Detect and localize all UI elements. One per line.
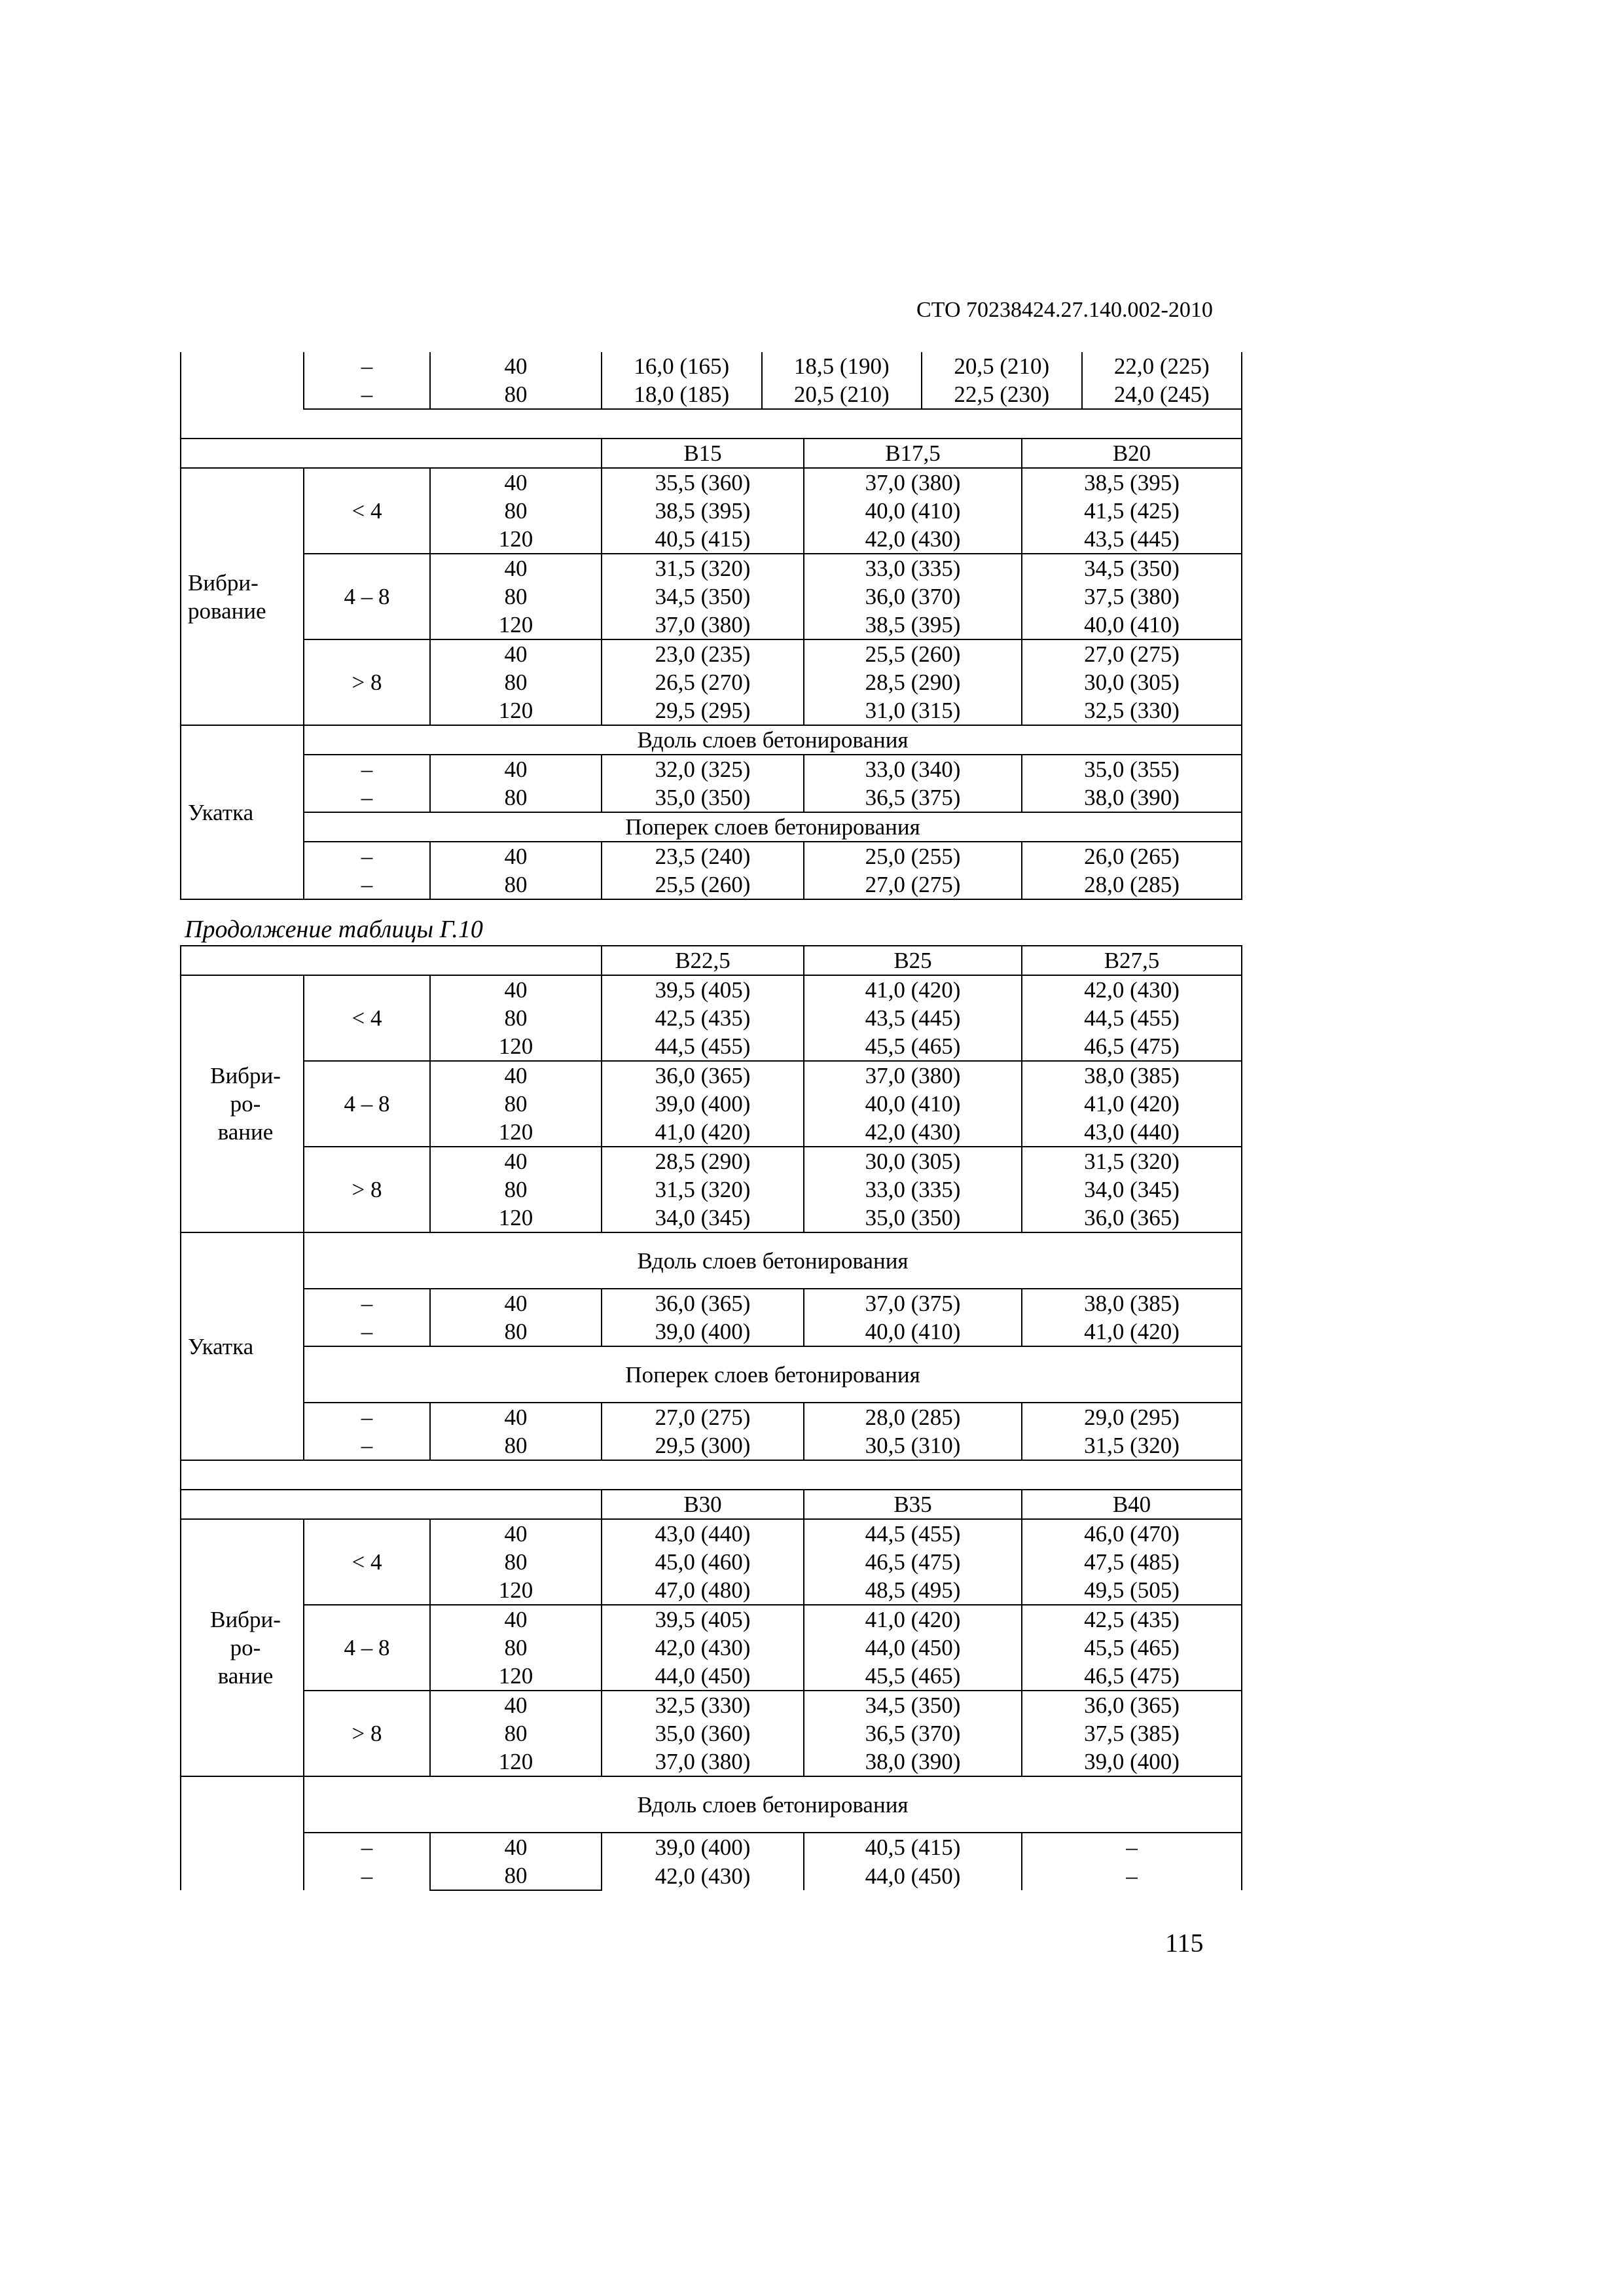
thickness-cell: 40 xyxy=(430,1519,602,1548)
dash-cell: – xyxy=(304,870,430,899)
thickness-cell: 120 xyxy=(430,1204,602,1232)
value-cell: 37,0 (380) xyxy=(602,1748,804,1776)
value-cell: – xyxy=(1022,1833,1242,1861)
table-row xyxy=(181,870,1242,899)
value-cell: 46,5 (475) xyxy=(1022,1032,1242,1061)
value-cell: 37,0 (375) xyxy=(804,1289,1022,1318)
value-cell: 24,0 (245) xyxy=(1081,380,1242,408)
value-cell: 39,5 (405) xyxy=(602,975,804,1004)
value-cell: 44,0 (450) xyxy=(602,1662,804,1691)
value-cell: 44,5 (455) xyxy=(804,1519,1022,1548)
value-cell: 34,0 (345) xyxy=(602,1204,804,1232)
table-row xyxy=(181,639,1242,668)
separator-row xyxy=(181,1460,1242,1490)
thickness-cell: 120 xyxy=(430,525,602,554)
value-cell: 44,0 (450) xyxy=(804,1861,1022,1890)
class-header: B40 xyxy=(1022,1490,1242,1519)
class-header-row xyxy=(181,1490,1242,1519)
thickness-cell: 80 xyxy=(430,1548,602,1576)
value-cell: 28,0 (285) xyxy=(804,1403,1022,1431)
value-cell: 29,5 (300) xyxy=(602,1431,804,1460)
dash-cell: – xyxy=(304,1289,430,1318)
table-row xyxy=(181,1776,1242,1833)
class-header-row xyxy=(181,439,1242,468)
value-cell: 38,0 (385) xyxy=(1022,1061,1242,1090)
value-cell: 45,0 (460) xyxy=(602,1548,804,1576)
thickness-cell: 40 xyxy=(430,842,602,870)
value-cell: 31,5 (320) xyxy=(602,1175,804,1204)
thickness-cell: 120 xyxy=(430,1576,602,1605)
table-row xyxy=(181,1833,1242,1861)
vibration-range: < 4 xyxy=(304,975,430,1061)
value-cell: 39,0 (400) xyxy=(602,1090,804,1118)
value-cell: 27,0 (275) xyxy=(602,1403,804,1431)
value-cell: 37,5 (385) xyxy=(1022,1719,1242,1748)
thickness-cell: 40 xyxy=(430,975,602,1004)
value-cell: 45,5 (465) xyxy=(804,1032,1022,1061)
vibration-range: 4 – 8 xyxy=(304,1605,430,1691)
across-layers-heading: Поперек слоев бетонирования xyxy=(304,1346,1242,1403)
value-cell: 36,0 (365) xyxy=(602,1289,804,1318)
table-row xyxy=(181,812,1242,842)
value-cell: 42,0 (430) xyxy=(602,1634,804,1662)
vibration-range: 4 – 8 xyxy=(304,554,430,639)
value-cell: 27,0 (275) xyxy=(804,870,1022,899)
value-cell: 35,0 (350) xyxy=(804,1204,1022,1232)
class-header: B22,5 xyxy=(602,946,804,975)
rolling-label: Укатка xyxy=(181,725,304,899)
value-cell: 40,0 (410) xyxy=(1022,611,1242,639)
thickness-cell: 80 xyxy=(430,1719,602,1748)
page-number: 115 xyxy=(1165,1928,1204,1958)
table-row xyxy=(181,842,1242,870)
value-cell: 31,5 (320) xyxy=(602,554,804,583)
value-cell: 16,0 (165) xyxy=(634,353,730,379)
vibration-range: 4 – 8 xyxy=(304,1061,430,1147)
value-cell: 30,5 (310) xyxy=(804,1431,1022,1460)
along-layers-heading: Вдоль слоев бетонирования xyxy=(304,725,1242,755)
class-header-row xyxy=(181,946,1242,975)
value-cell: 26,5 (270) xyxy=(602,668,804,696)
table-row xyxy=(181,975,1242,1004)
value-cell: 28,5 (290) xyxy=(602,1147,804,1175)
across-layers-heading: Поперек слоев бетонирования xyxy=(304,812,1242,842)
value-cell: 44,5 (455) xyxy=(602,1032,804,1061)
value-cell: 39,5 (405) xyxy=(602,1605,804,1634)
value-cell: 35,0 (360) xyxy=(602,1719,804,1748)
vibration-range: > 8 xyxy=(304,1691,430,1776)
value-cell: 44,5 (455) xyxy=(1022,1004,1242,1032)
value-cell: 35,0 (355) xyxy=(1022,755,1242,783)
value-cell: 38,5 (395) xyxy=(1022,468,1242,497)
thickness-cell: 80 xyxy=(430,583,602,611)
thickness-cell: 80 xyxy=(430,1004,602,1032)
value-cell: 42,5 (435) xyxy=(602,1004,804,1032)
value-cell: 36,5 (375) xyxy=(804,783,1022,812)
thickness-cell: 40 xyxy=(430,1691,602,1719)
dash-cell: – xyxy=(304,1861,430,1890)
thickness-cell: 40 xyxy=(430,1061,602,1090)
value-cell: 34,5 (350) xyxy=(1022,554,1242,583)
value-cell: 22,5 (230) xyxy=(921,380,1081,408)
thickness-cell: 80 xyxy=(430,380,602,409)
vibration-label: Вибри- рование xyxy=(181,468,304,725)
value-cell: 43,5 (445) xyxy=(1022,525,1242,554)
value-cell: 39,0 (400) xyxy=(1022,1748,1242,1776)
value-cell: 18,5 (190) xyxy=(761,352,922,380)
dash-cell: – xyxy=(304,1833,430,1861)
document-code: СТО 70238424.27.140.002-2010 xyxy=(916,298,1213,322)
thickness-cell: 120 xyxy=(430,1662,602,1691)
value-cell: 36,0 (365) xyxy=(1022,1204,1242,1232)
thickness-cell: 40 xyxy=(430,554,602,583)
value-cell: 33,0 (335) xyxy=(804,554,1022,583)
thickness-cell: 40 xyxy=(430,755,602,783)
value-cell: 29,0 (295) xyxy=(1022,1403,1242,1431)
value-cell: 25,0 (255) xyxy=(804,842,1022,870)
dash-cell: – xyxy=(304,783,430,812)
class-header: B27,5 xyxy=(1022,946,1242,975)
strength-table-part-2 xyxy=(180,945,1242,1891)
value-cell: 23,5 (240) xyxy=(602,842,804,870)
value-cell: 32,5 (330) xyxy=(602,1691,804,1719)
strength-table-part-1 xyxy=(180,352,1242,900)
dash-cell: – xyxy=(304,755,430,783)
value-cell: 36,5 (370) xyxy=(804,1719,1022,1748)
value-cell: 38,0 (385) xyxy=(1022,1289,1242,1318)
table-row xyxy=(181,1147,1242,1175)
table-row xyxy=(181,1691,1242,1719)
thickness-cell: 120 xyxy=(430,1032,602,1061)
along-layers-heading: Вдоль слоев бетонирования xyxy=(304,1776,1242,1833)
value-cell: 31,0 (315) xyxy=(804,696,1022,725)
dash-cell: – xyxy=(304,1318,430,1346)
value-cell: 41,0 (420) xyxy=(1022,1318,1242,1346)
thickness-cell: 120 xyxy=(430,611,602,639)
thickness-cell: 80 xyxy=(430,1431,602,1460)
table-row xyxy=(181,1605,1242,1634)
table-row xyxy=(181,1431,1242,1460)
class-header: B20 xyxy=(1022,439,1242,468)
value-cell: 40,5 (415) xyxy=(804,1833,1022,1861)
separator-row xyxy=(181,409,1242,439)
value-cell: 31,5 (320) xyxy=(1022,1147,1242,1175)
table-row xyxy=(181,1289,1242,1318)
table-row xyxy=(181,380,1242,409)
thickness-cell: 40 xyxy=(430,1147,602,1175)
value-cell: 46,5 (475) xyxy=(804,1548,1022,1576)
value-cell: 44,0 (450) xyxy=(804,1634,1022,1662)
thickness-cell: 120 xyxy=(430,1118,602,1147)
dash-cell: – xyxy=(304,842,430,870)
value-cell: 41,0 (420) xyxy=(804,1605,1022,1634)
thickness-cell: 80 xyxy=(430,497,602,525)
value-cell: 42,0 (430) xyxy=(1022,975,1242,1004)
class-header: B17,5 xyxy=(804,439,1022,468)
class-header: B25 xyxy=(804,946,1022,975)
value-cell: 41,0 (420) xyxy=(1022,1090,1242,1118)
value-cell: 40,0 (410) xyxy=(804,1318,1022,1346)
table-row xyxy=(181,1061,1242,1090)
value-cell: 43,0 (440) xyxy=(1022,1118,1242,1147)
table-row xyxy=(181,1346,1242,1403)
value-cell: 20,5 (210) xyxy=(761,380,922,408)
table-row xyxy=(181,755,1242,783)
value-cell: 38,0 (390) xyxy=(1022,783,1242,812)
thickness-cell: 40 xyxy=(430,1403,602,1431)
value-cell: 18,0 (185) xyxy=(634,382,730,407)
table-continuation-caption: Продолжение таблицы Г.10 xyxy=(185,916,483,943)
value-cell: 36,0 (370) xyxy=(804,583,1022,611)
value-cell: 30,0 (305) xyxy=(804,1147,1022,1175)
thickness-cell: 40 xyxy=(430,639,602,668)
value-cell: 39,0 (400) xyxy=(602,1833,804,1861)
value-cell: 42,0 (430) xyxy=(602,1861,804,1890)
dash-cell: – xyxy=(304,1431,430,1460)
value-cell: 36,0 (365) xyxy=(602,1061,804,1090)
thickness-cell: 40 xyxy=(430,1605,602,1634)
value-cell: 34,5 (350) xyxy=(804,1691,1022,1719)
table-row xyxy=(181,725,1242,755)
thickness-cell: 80 xyxy=(430,1175,602,1204)
value-cell: 26,0 (265) xyxy=(1022,842,1242,870)
table-row xyxy=(181,352,1242,380)
thickness-cell: 80 xyxy=(430,1090,602,1118)
dash-cell: – xyxy=(304,1403,430,1431)
class-header: B35 xyxy=(804,1490,1022,1519)
value-cell: 45,5 (465) xyxy=(1022,1634,1242,1662)
value-cell: 38,0 (390) xyxy=(804,1748,1022,1776)
value-cell: 42,0 (430) xyxy=(804,1118,1022,1147)
value-cell: 46,5 (475) xyxy=(1022,1662,1242,1691)
value-cell: 31,5 (320) xyxy=(1022,1431,1242,1460)
thickness-cell: 40 xyxy=(430,468,602,497)
vibration-range: > 8 xyxy=(304,639,430,725)
value-cell: 37,5 (380) xyxy=(1022,583,1242,611)
value-cell: 36,0 (365) xyxy=(1022,1691,1242,1719)
value-cell: 28,0 (285) xyxy=(1022,870,1242,899)
value-cell: 40,0 (410) xyxy=(804,497,1022,525)
vibration-label: Вибри- ро- вание xyxy=(181,1519,304,1776)
value-cell: 39,0 (400) xyxy=(602,1318,804,1346)
thickness-cell: 120 xyxy=(430,696,602,725)
rolling-label: Укатка xyxy=(181,1232,304,1460)
value-cell: 29,5 (295) xyxy=(602,696,804,725)
value-cell: 27,0 (275) xyxy=(1022,639,1242,668)
value-cell: 25,5 (260) xyxy=(804,639,1022,668)
vibration-range-cell: – xyxy=(304,352,430,380)
vibration-range-cell: – xyxy=(304,380,430,409)
value-cell: 38,5 (395) xyxy=(602,497,804,525)
class-header: B30 xyxy=(602,1490,804,1519)
value-cell: 22,0 (225) xyxy=(1081,352,1242,380)
value-cell: 49,5 (505) xyxy=(1022,1576,1242,1605)
value-cell: 45,5 (465) xyxy=(804,1662,1022,1691)
thickness-cell: 80 xyxy=(430,783,602,812)
vibration-label: Вибри- ро- вание xyxy=(181,975,304,1232)
value-cell: 41,0 (420) xyxy=(602,1118,804,1147)
value-cell: 34,5 (350) xyxy=(602,583,804,611)
table-row xyxy=(181,468,1242,497)
value-cell: 35,5 (360) xyxy=(602,468,804,497)
thickness-cell: 120 xyxy=(430,1748,602,1776)
value-cell: 34,0 (345) xyxy=(1022,1175,1242,1204)
vibration-range: > 8 xyxy=(304,1147,430,1232)
thickness-cell: 40 xyxy=(430,1289,602,1318)
table-row xyxy=(181,1403,1242,1431)
thickness-cell: 80 xyxy=(430,1861,602,1890)
value-cell: 42,5 (435) xyxy=(1022,1605,1242,1634)
group-label-cell xyxy=(181,1776,304,1890)
table-row xyxy=(181,1318,1242,1346)
value-cell: 48,5 (495) xyxy=(804,1576,1022,1605)
class-header: B15 xyxy=(602,439,804,468)
value-cell: – xyxy=(1022,1861,1242,1890)
vibration-range: < 4 xyxy=(304,468,430,554)
table-row xyxy=(181,1861,1242,1890)
value-cell: 41,0 (420) xyxy=(804,975,1022,1004)
table-row xyxy=(181,1232,1242,1289)
thickness-cell: 40 xyxy=(430,352,602,380)
fragment-values-cell xyxy=(602,352,1242,380)
value-cell: 42,0 (430) xyxy=(804,525,1022,554)
value-cell: 25,5 (260) xyxy=(602,870,804,899)
thickness-cell: 80 xyxy=(430,1318,602,1346)
thickness-cell: 40 xyxy=(430,1833,602,1861)
thickness-cell: 80 xyxy=(430,870,602,899)
value-cell: 38,5 (395) xyxy=(804,611,1022,639)
value-cell: 33,0 (335) xyxy=(804,1175,1022,1204)
thickness-cell: 80 xyxy=(430,668,602,696)
table-row xyxy=(181,783,1242,812)
value-cell: 23,0 (235) xyxy=(602,639,804,668)
along-layers-heading: Вдоль слоев бетонирования xyxy=(304,1232,1242,1289)
value-cell: 28,5 (290) xyxy=(804,668,1022,696)
value-cell: 33,0 (340) xyxy=(804,755,1022,783)
table-row xyxy=(181,1519,1242,1548)
table-row xyxy=(181,554,1242,583)
value-cell: 46,0 (470) xyxy=(1022,1519,1242,1548)
value-cell: 43,5 (445) xyxy=(804,1004,1022,1032)
value-cell: 20,5 (210) xyxy=(921,352,1081,380)
vibration-range: < 4 xyxy=(304,1519,430,1605)
value-cell: 47,0 (480) xyxy=(602,1576,804,1605)
fragment-values-cell xyxy=(602,380,1242,409)
value-cell: 37,0 (380) xyxy=(602,611,804,639)
value-cell: 32,5 (330) xyxy=(1022,696,1242,725)
group-label-cell xyxy=(181,352,304,409)
thickness-cell: 80 xyxy=(430,1634,602,1662)
value-cell: 40,0 (410) xyxy=(804,1090,1022,1118)
value-cell: 43,0 (440) xyxy=(602,1519,804,1548)
value-cell: 47,5 (485) xyxy=(1022,1548,1242,1576)
value-cell: 41,5 (425) xyxy=(1022,497,1242,525)
value-cell: 37,0 (380) xyxy=(804,468,1022,497)
value-cell: 32,0 (325) xyxy=(602,755,804,783)
value-cell: 37,0 (380) xyxy=(804,1061,1022,1090)
value-cell: 40,5 (415) xyxy=(602,525,804,554)
value-cell: 30,0 (305) xyxy=(1022,668,1242,696)
value-cell: 35,0 (350) xyxy=(602,783,804,812)
